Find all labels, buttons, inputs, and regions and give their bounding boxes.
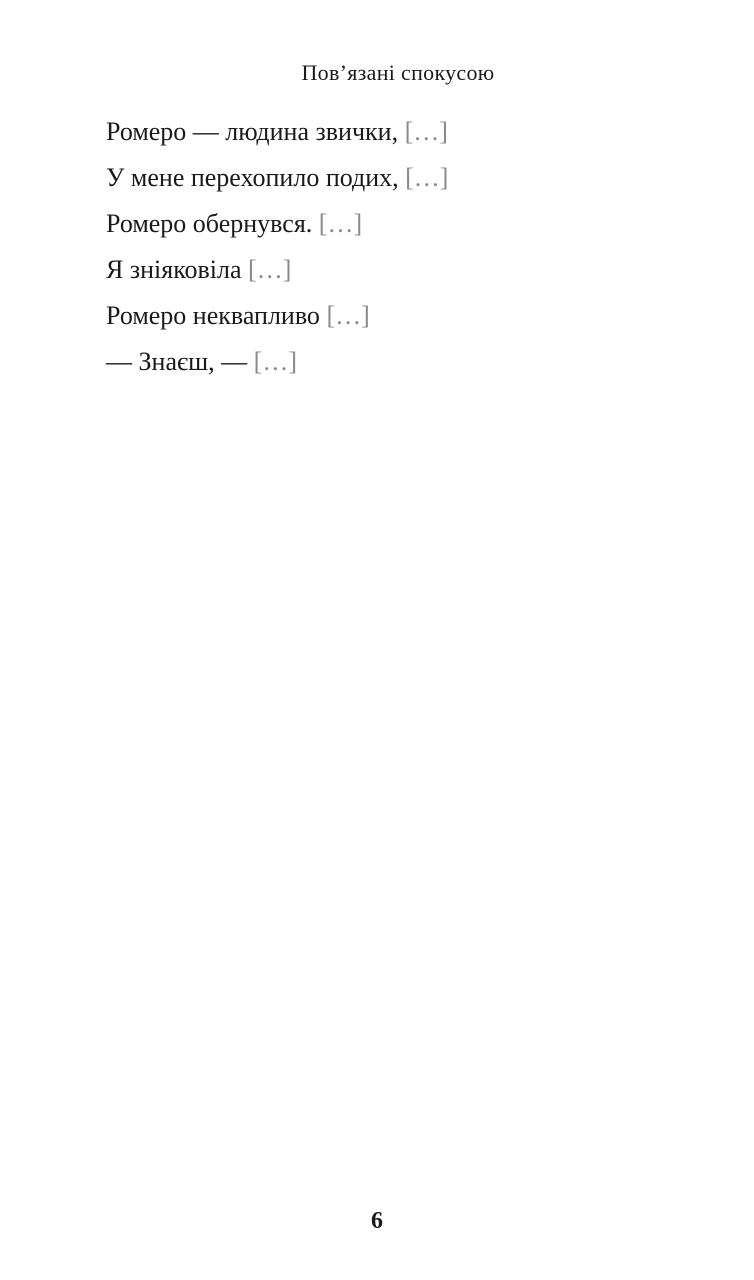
paragraph-placeholder: […] (248, 255, 292, 284)
paragraph (74, 112, 722, 152)
paragraph-opening: Ромеро неквапливо (106, 301, 320, 330)
page-number: 6 (371, 1208, 383, 1234)
paragraph (74, 342, 722, 382)
paragraph-placeholder: […] (253, 347, 297, 376)
paragraph-opening: У мене перехопило подих, (106, 163, 399, 192)
paragraph (74, 204, 722, 244)
paragraph-placeholder: […] (405, 163, 449, 192)
paragraph (74, 158, 722, 198)
paragraph-opening: Ромеро — людина звички, (106, 117, 399, 146)
running-head: Пов’язані спокусою (301, 60, 495, 85)
paragraph (74, 250, 722, 290)
paragraph-opening: — Знаєш, — (106, 347, 248, 376)
paragraph-opening: Ромеро обернувся. (106, 209, 313, 238)
paragraph-opening: Я зніяковіла (106, 255, 242, 284)
paragraph (74, 296, 722, 336)
paragraph-placeholder: […] (318, 209, 363, 238)
paragraph-placeholder: […] (404, 117, 448, 146)
paragraph-placeholder: […] (326, 301, 370, 330)
